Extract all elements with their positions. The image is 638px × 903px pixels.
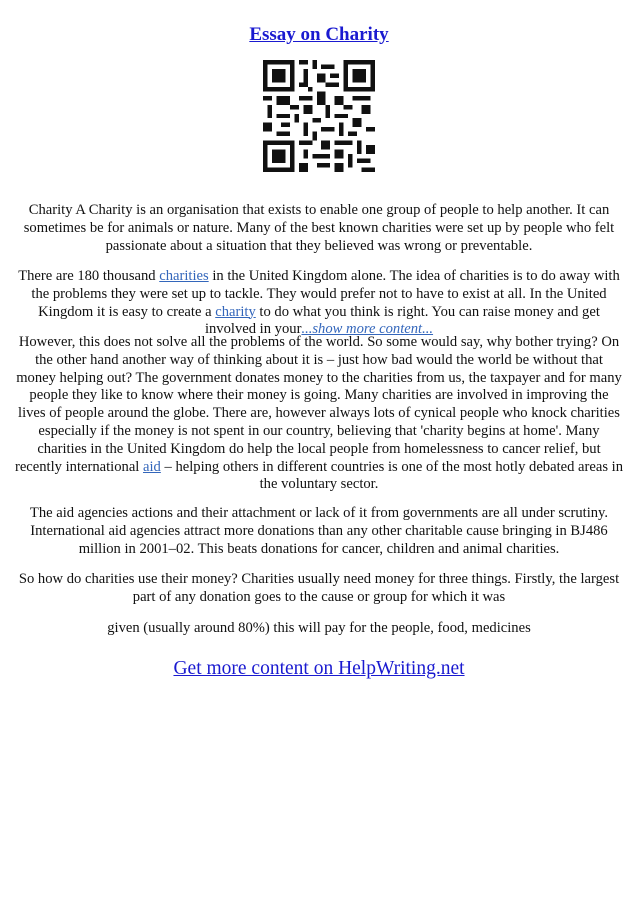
paragraph-money-use bbox=[14, 571, 624, 607]
paragraph-money-use-text: So how do charities use their money? Charities usually need money for three things. Firstly, the largest part of any donation goes to the cause or group for which it was bbox=[18, 571, 620, 605]
paragraph-given-text: given (usually around 80%) this will pay for the people, food, medicines bbox=[107, 620, 531, 636]
charities-link[interactable]: charities bbox=[159, 268, 209, 284]
paragraph-however bbox=[14, 334, 624, 494]
qr-code-icon bbox=[263, 60, 375, 172]
aid-link[interactable]: aid bbox=[143, 458, 161, 475]
paragraph-given bbox=[14, 620, 624, 638]
paragraph-aid-agencies-text: The aid agencies actions and their attachment or lack of it from governments are all under scrutiny. International aid agencies attract more donations than any other charitable cause bringing in BJ486 million in 2001–02. This beats donations for cancer, children and animal charities. bbox=[29, 505, 609, 557]
paragraph-aid-agencies bbox=[14, 505, 624, 558]
paragraph-intro-text: Charity A Charity is an organisation that exists to enable one group of people to help another. It can sometimes be for animals or nature. Many of the best known charities were set up by people who felt passionate about a situation that they believed was wrong or preventable. bbox=[23, 202, 615, 254]
p3-text-a: However, this does not solve all the problems of the world. So some would say, why bother trying? On the other hand another way of thinking about it is – just how bad would the world be without that money helping out? The government donates money to the charities from us, the taxpayer and for many people they like to know where their money is going. Many charities are involved in improving the lives of people around the globe. There are, however always lots of cynical people who knock charities especially if the money is not spent in our country, believing that 'charity begins at home'. Many charities in the United Kingdom do help the local people from homelessness to cancer relief, but recently international bbox=[14, 334, 622, 475]
charity-link[interactable]: charity bbox=[215, 303, 256, 320]
show-more-content-link[interactable]: ...show more content... bbox=[301, 321, 434, 338]
essay-title-link[interactable]: Essay on Charity bbox=[249, 24, 389, 45]
p3-text-b: – helping others in different countries is one of the most hotly debated areas in the voluntary sector. bbox=[160, 458, 624, 493]
p2-text-c: to do what you think is right. You can raise money and get involved in your bbox=[204, 303, 600, 338]
p2-text-b: in the United Kingdom alone. The idea of charities is to do away with the problems they were set up to tackle. They would prefer not to have to exist at all. In the United Kingdom it is easy to create a bbox=[31, 268, 620, 320]
paragraph-intro bbox=[14, 202, 624, 255]
p2-text-a: There are 180 thousand bbox=[18, 268, 160, 284]
get-more-content-link[interactable]: Get more content on HelpWriting.net bbox=[173, 658, 465, 679]
paragraph-uk-charities bbox=[14, 268, 624, 339]
